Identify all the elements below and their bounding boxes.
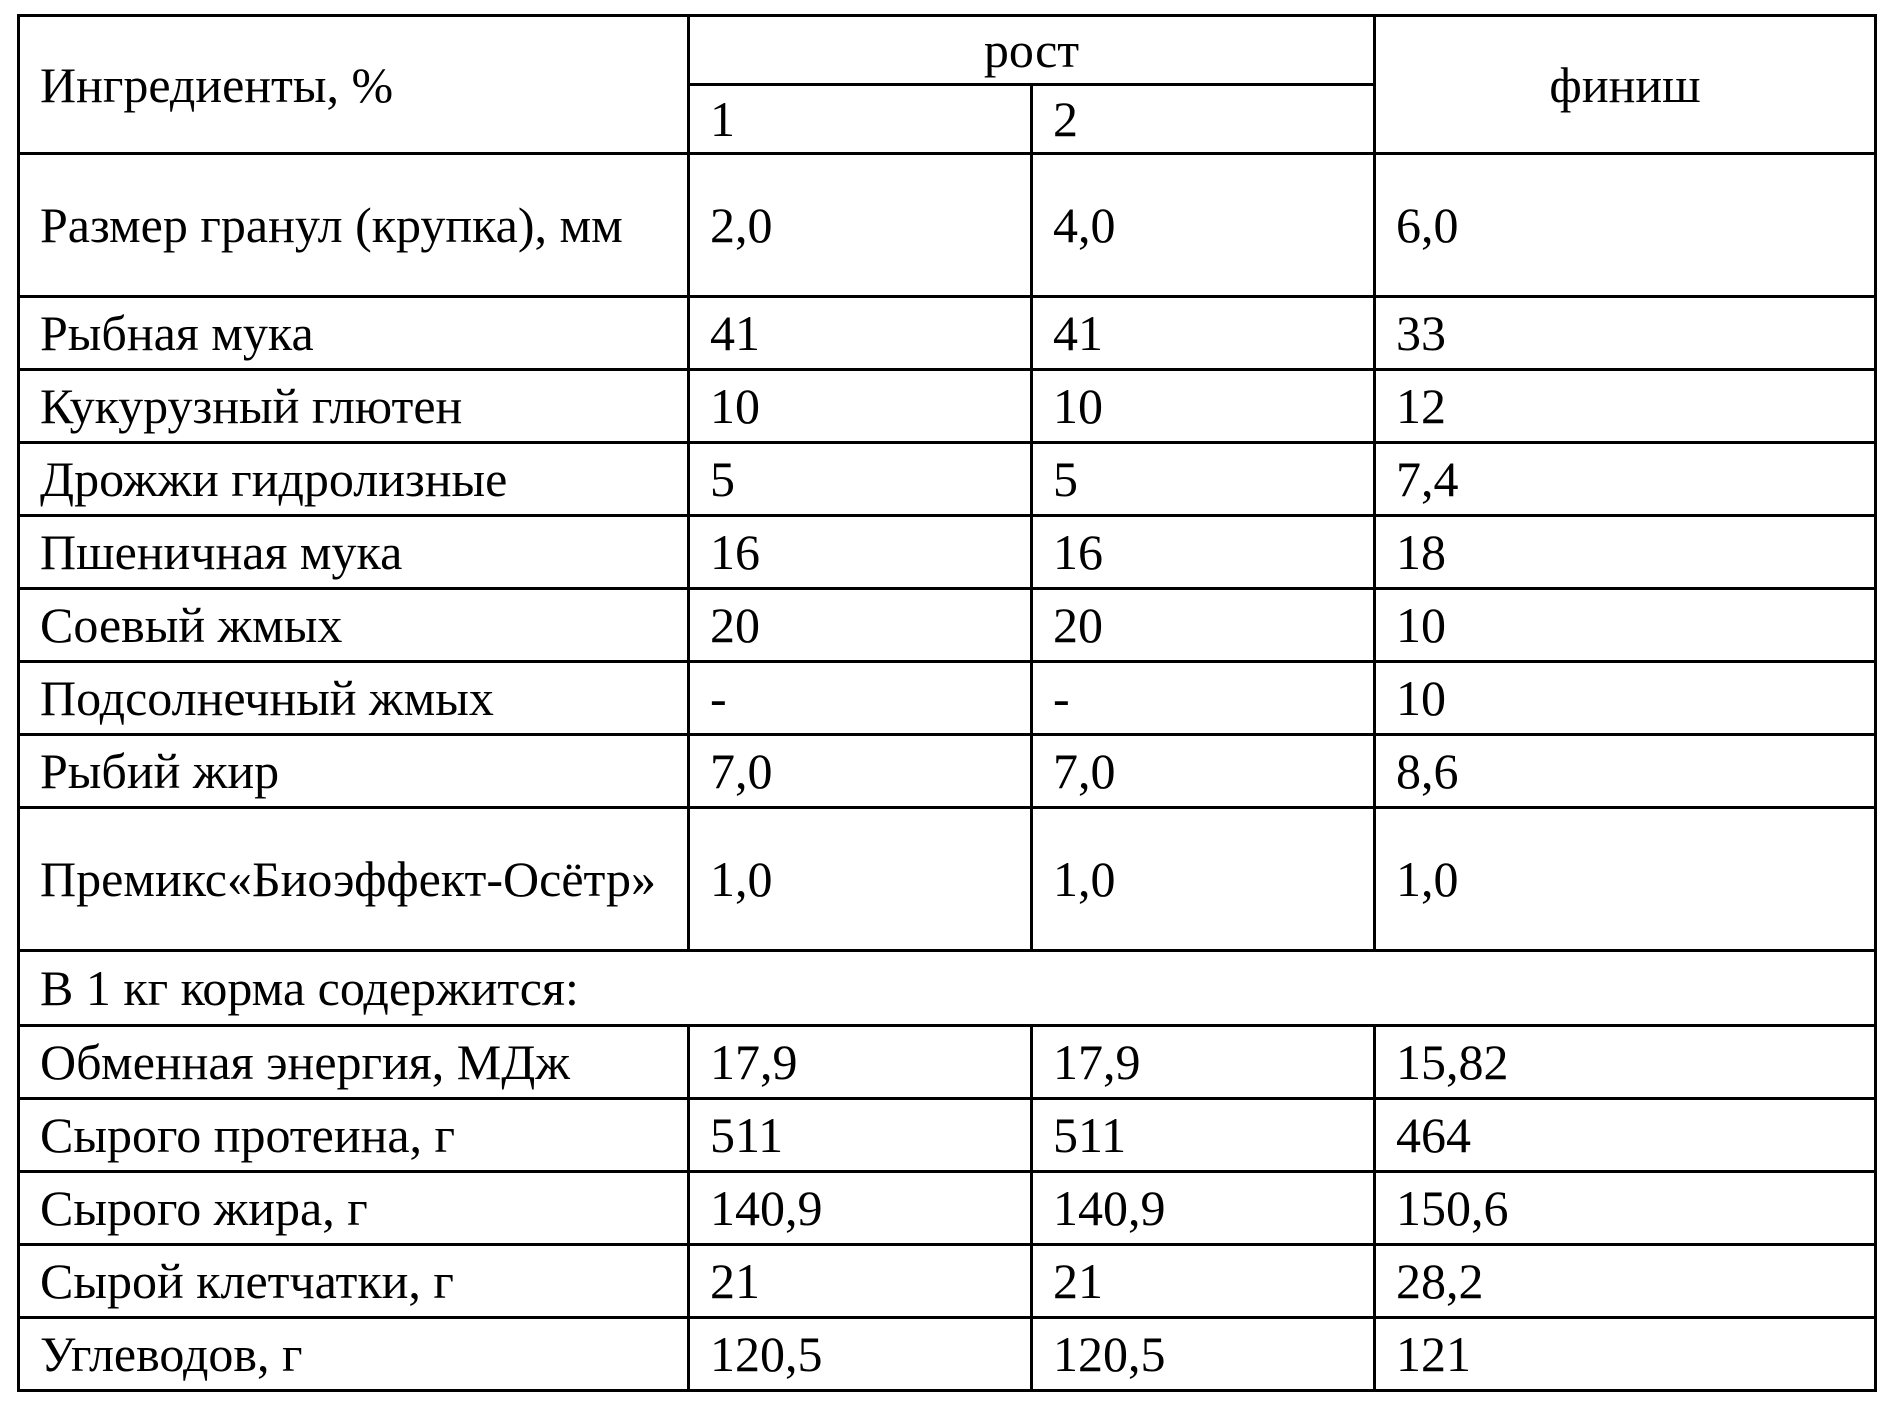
row-value-1: 2,0 xyxy=(689,154,1032,297)
row-value-3: 33 xyxy=(1375,297,1876,370)
section-row xyxy=(19,951,1876,1026)
table-row xyxy=(19,1026,1876,1099)
row-value-1: 1,0 xyxy=(689,808,1032,951)
row-name: Подсолнечный жмых xyxy=(19,662,689,735)
table-row xyxy=(19,154,1876,297)
row-value-2: 5 xyxy=(1032,443,1375,516)
row-value-3: 7,4 xyxy=(1375,443,1876,516)
header-subcol-2: 2 xyxy=(1032,85,1375,154)
row-value-1: - xyxy=(689,662,1032,735)
row-name: Дрожжи гидролизные xyxy=(19,443,689,516)
row-value-1: 10 xyxy=(689,370,1032,443)
row-value-1: 21 xyxy=(689,1245,1032,1318)
row-name: Размер гранул (крупка), мм xyxy=(19,154,689,297)
row-value-1: 5 xyxy=(689,443,1032,516)
row-name: Обменная энергия, МДж xyxy=(19,1026,689,1099)
row-name: Углеводов, г xyxy=(19,1318,689,1391)
row-value-3: 18 xyxy=(1375,516,1876,589)
row-value-3: 464 xyxy=(1375,1099,1876,1172)
row-value-1: 20 xyxy=(689,589,1032,662)
header-group-rost: рост xyxy=(689,16,1375,85)
table-row xyxy=(19,1318,1876,1391)
table-row xyxy=(19,1099,1876,1172)
table-row xyxy=(19,808,1876,951)
row-value-1: 140,9 xyxy=(689,1172,1032,1245)
row-value-3: 10 xyxy=(1375,662,1876,735)
table-row xyxy=(19,662,1876,735)
row-value-1: 16 xyxy=(689,516,1032,589)
row-value-2: 16 xyxy=(1032,516,1375,589)
row-name: Соевый жмых xyxy=(19,589,689,662)
row-value-2: 511 xyxy=(1032,1099,1375,1172)
table-row xyxy=(19,589,1876,662)
row-value-3: 1,0 xyxy=(1375,808,1876,951)
row-name: Пшеничная мука xyxy=(19,516,689,589)
row-value-3: 10 xyxy=(1375,589,1876,662)
row-value-2: - xyxy=(1032,662,1375,735)
header-finish: финиш xyxy=(1375,16,1876,154)
row-value-2: 120,5 xyxy=(1032,1318,1375,1391)
row-value-3: 15,82 xyxy=(1375,1026,1876,1099)
row-value-1: 7,0 xyxy=(689,735,1032,808)
header-subcol-1: 1 xyxy=(689,85,1032,154)
row-name: Сырой клетчатки, г xyxy=(19,1245,689,1318)
row-name: Сырого протеина, г xyxy=(19,1099,689,1172)
row-name: Премикс«Биоэффект-Осётр» xyxy=(19,808,689,951)
row-value-2: 10 xyxy=(1032,370,1375,443)
ingredients-table xyxy=(17,14,1877,1392)
row-value-2: 41 xyxy=(1032,297,1375,370)
row-value-3: 150,6 xyxy=(1375,1172,1876,1245)
row-value-2: 1,0 xyxy=(1032,808,1375,951)
row-value-1: 17,9 xyxy=(689,1026,1032,1099)
header-row-1 xyxy=(19,16,1876,85)
header-ingredients: Ингредиенты, % xyxy=(19,16,689,154)
table-row xyxy=(19,1245,1876,1318)
row-value-2: 140,9 xyxy=(1032,1172,1375,1245)
row-value-2: 4,0 xyxy=(1032,154,1375,297)
row-name: Рыбий жир xyxy=(19,735,689,808)
row-value-2: 21 xyxy=(1032,1245,1375,1318)
row-name: Рыбная мука xyxy=(19,297,689,370)
table-row xyxy=(19,443,1876,516)
row-value-1: 120,5 xyxy=(689,1318,1032,1391)
row-name: Сырого жира, г xyxy=(19,1172,689,1245)
row-value-2: 17,9 xyxy=(1032,1026,1375,1099)
table-row xyxy=(19,297,1876,370)
row-value-1: 41 xyxy=(689,297,1032,370)
row-value-3: 8,6 xyxy=(1375,735,1876,808)
section-label: В 1 кг корма содержится: xyxy=(19,951,1876,1026)
table-row xyxy=(19,516,1876,589)
row-value-1: 511 xyxy=(689,1099,1032,1172)
table-row xyxy=(19,1172,1876,1245)
row-value-3: 12 xyxy=(1375,370,1876,443)
row-value-3: 28,2 xyxy=(1375,1245,1876,1318)
table-row xyxy=(19,735,1876,808)
row-name: Кукурузный глютен xyxy=(19,370,689,443)
row-value-2: 20 xyxy=(1032,589,1375,662)
row-value-3: 6,0 xyxy=(1375,154,1876,297)
table-row xyxy=(19,370,1876,443)
row-value-3: 121 xyxy=(1375,1318,1876,1391)
row-value-2: 7,0 xyxy=(1032,735,1375,808)
